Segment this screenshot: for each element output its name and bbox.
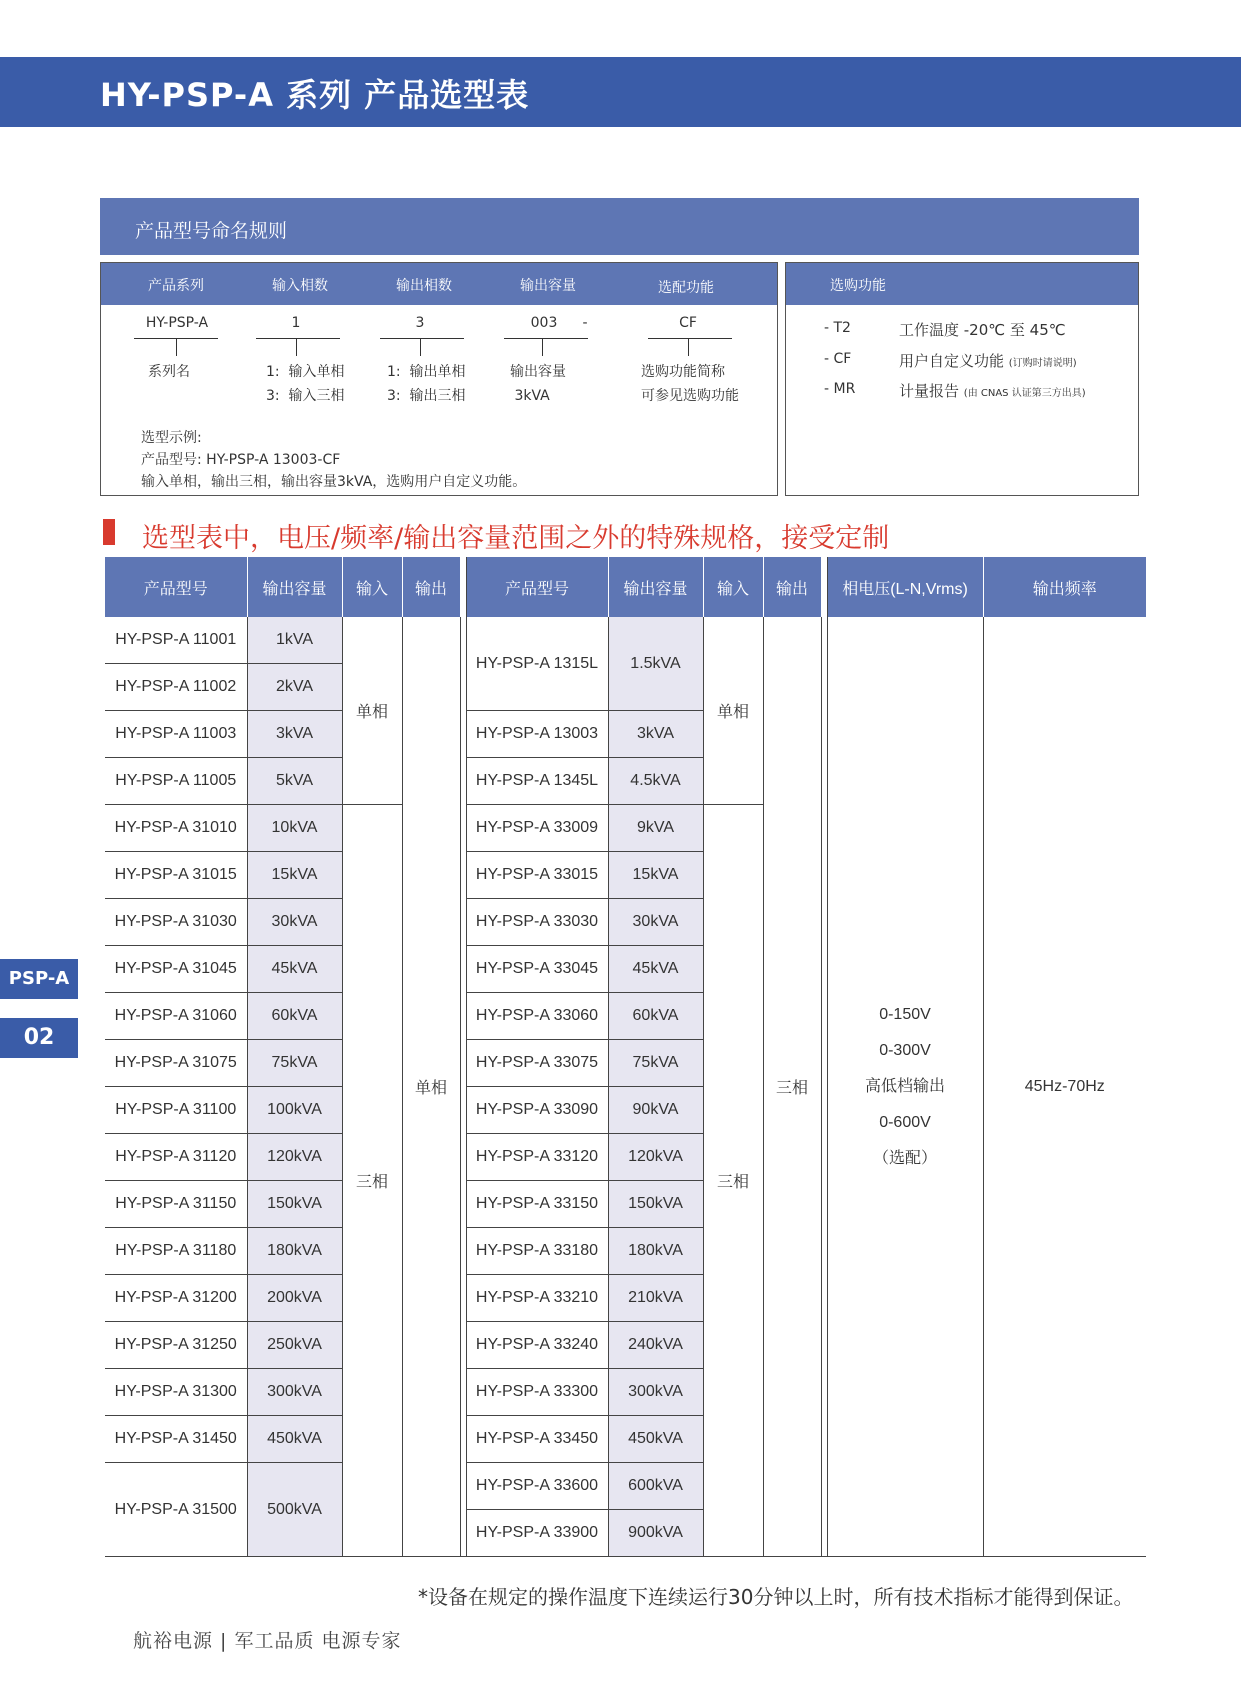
model-cell: HY-PSP-A 31120 xyxy=(105,1134,247,1181)
naming-desc-series: 系列名 xyxy=(148,364,190,380)
capacity-cell: 240kVA xyxy=(608,1322,703,1369)
model-cell: HY-PSP-A 31180 xyxy=(105,1228,247,1275)
capacity-cell: 300kVA xyxy=(608,1369,703,1416)
naming-desc-input: 1: 输入单相 3: 输入三相 xyxy=(266,364,345,404)
model-cell: HY-PSP-A 31150 xyxy=(105,1181,247,1228)
capacity-cell: 75kVA xyxy=(608,1040,703,1087)
option-code-mr: - MR xyxy=(824,381,856,397)
model-cell: HY-PSP-A 33600 xyxy=(466,1463,608,1510)
options-box xyxy=(785,262,1139,496)
naming-col-input-phase: 输入相数 xyxy=(272,278,328,294)
capacity-cell: 200kVA xyxy=(247,1275,342,1322)
model-cell: HY-PSP-A 31500 xyxy=(105,1463,247,1557)
capacity-cell: 5kVA xyxy=(247,758,342,805)
naming-col-options: 选配功能 xyxy=(658,280,714,296)
model-cell: HY-PSP-A 11005 xyxy=(105,758,247,805)
model-cell: HY-PSP-A 33900 xyxy=(466,1510,608,1557)
model-cell: HY-PSP-A 33120 xyxy=(466,1134,608,1181)
capacity-cell: 100kVA xyxy=(247,1087,342,1134)
model-cell: HY-PSP-A 31450 xyxy=(105,1416,247,1463)
capacity-cell: 180kVA xyxy=(608,1228,703,1275)
capacity-cell: 450kVA xyxy=(608,1416,703,1463)
model-cell: HY-PSP-A 33450 xyxy=(466,1416,608,1463)
th-output-right: 输出 xyxy=(763,557,821,617)
model-cell: HY-PSP-A 31300 xyxy=(105,1369,247,1416)
option-code-t2: - T2 xyxy=(824,320,851,336)
capacity-cell: 210kVA xyxy=(608,1275,703,1322)
model-cell: HY-PSP-A 31030 xyxy=(105,899,247,946)
model-cell: HY-PSP-A 13003 xyxy=(466,711,608,758)
naming-example-desc: 输入单相，输出三相，输出容量3kVA，选购用户自定义功能。 xyxy=(141,474,527,490)
model-cell: HY-PSP-A 31200 xyxy=(105,1275,247,1322)
capacity-cell: 600kVA xyxy=(608,1463,703,1510)
model-cell: HY-PSP-A 33060 xyxy=(466,993,608,1040)
capacity-cell: 3kVA xyxy=(247,711,342,758)
right-output: 三相 xyxy=(763,617,821,1557)
capacity-cell: 4.5kVA xyxy=(608,758,703,805)
capacity-cell: 1.5kVA xyxy=(608,617,703,711)
naming-tick xyxy=(688,339,689,356)
model-cell: HY-PSP-A 31045 xyxy=(105,946,247,993)
capacity-cell: 15kVA xyxy=(608,852,703,899)
model-cell: HY-PSP-A 31015 xyxy=(105,852,247,899)
model-cell: HY-PSP-A 11001 xyxy=(105,617,247,664)
capacity-cell: 75kVA xyxy=(247,1040,342,1087)
capacity-cell: 45kVA xyxy=(247,946,342,993)
voltage-cell: 0-150V 0-300V 高低档输出 0-600V （选配） xyxy=(827,617,983,1557)
th-capacity-right: 输出容量 xyxy=(608,557,703,617)
naming-underline xyxy=(504,338,588,339)
naming-section-title: 产品型号命名规则 xyxy=(135,220,288,242)
capacity-cell: 3kVA xyxy=(608,711,703,758)
capacity-cell: 120kVA xyxy=(247,1134,342,1181)
capacity-cell: 500kVA xyxy=(247,1463,342,1557)
capacity-cell: 250kVA xyxy=(247,1322,342,1369)
model-cell: HY-PSP-A 33210 xyxy=(466,1275,608,1322)
naming-code-output: 3 xyxy=(415,315,425,331)
left-output: 单相 xyxy=(402,617,460,1557)
model-cell: HY-PSP-A 33015 xyxy=(466,852,608,899)
capacity-cell: 30kVA xyxy=(608,899,703,946)
options-header xyxy=(786,263,1138,305)
naming-underline xyxy=(648,338,732,339)
capacity-cell: 2kVA xyxy=(247,664,342,711)
model-cell: HY-PSP-A 31100 xyxy=(105,1087,247,1134)
th-input-left: 输入 xyxy=(342,557,402,617)
naming-columns-header xyxy=(101,263,777,305)
option-desc-cf: 用户自定义功能 (订购时请说明) xyxy=(899,352,1077,370)
th-voltage: 相电压(L-N,Vrms) xyxy=(827,557,983,617)
right-input-single: 单相 xyxy=(703,617,763,805)
option-desc-mr: 计量报告 (由 CNAS 认证第三方出具) xyxy=(899,382,1086,400)
model-cell: HY-PSP-A 33240 xyxy=(466,1322,608,1369)
naming-code-capacity: 003 xyxy=(530,315,558,331)
th-input-right: 输入 xyxy=(703,557,763,617)
model-cell: HY-PSP-A 33009 xyxy=(466,805,608,852)
th-model-right: 产品型号 xyxy=(466,557,608,617)
capacity-cell: 180kVA xyxy=(247,1228,342,1275)
table-header-row xyxy=(105,557,1146,617)
naming-tick xyxy=(420,339,421,356)
table-row xyxy=(105,617,1146,664)
model-cell: HY-PSP-A 33150 xyxy=(466,1181,608,1228)
capacity-cell: 60kVA xyxy=(247,993,342,1040)
model-cell: HY-PSP-A 11002 xyxy=(105,664,247,711)
naming-code-dash: - xyxy=(582,315,588,331)
option-desc-t2: 工作温度 -20℃ 至 45℃ xyxy=(899,321,1066,339)
left-input-single: 单相 xyxy=(342,617,402,805)
capacity-cell: 150kVA xyxy=(608,1181,703,1228)
naming-example-model: 产品型号: HY-PSP-A 13003-CF xyxy=(141,452,341,468)
side-tab-page-number: 02 xyxy=(0,1018,78,1058)
capacity-cell: 450kVA xyxy=(247,1416,342,1463)
model-cell: HY-PSP-A 31250 xyxy=(105,1322,247,1369)
model-cell: HY-PSP-A 31060 xyxy=(105,993,247,1040)
capacity-cell: 150kVA xyxy=(247,1181,342,1228)
naming-desc-capacity: 输出容量 3kVA xyxy=(510,364,566,404)
capacity-cell: 300kVA xyxy=(247,1369,342,1416)
model-cell: HY-PSP-A 1345L xyxy=(466,758,608,805)
capacity-cell: 30kVA xyxy=(247,899,342,946)
spec-table xyxy=(105,557,1146,1557)
model-cell: HY-PSP-A 11003 xyxy=(105,711,247,758)
naming-col-series: 产品系列 xyxy=(148,278,204,294)
capacity-cell: 10kVA xyxy=(247,805,342,852)
naming-example-label: 选型示例: xyxy=(141,430,202,446)
option-code-cf: - CF xyxy=(824,351,852,367)
frequency-cell: 45Hz-70Hz xyxy=(983,617,1146,1557)
capacity-cell: 15kVA xyxy=(247,852,342,899)
naming-tick xyxy=(296,339,297,356)
model-cell: HY-PSP-A 1315L xyxy=(466,617,608,711)
footnote: *设备在规定的操作温度下连续运行30分钟以上时，所有技术指标才能得到保证。 xyxy=(418,1585,1134,1609)
th-model-left: 产品型号 xyxy=(105,557,247,617)
th-capacity-left: 输出容量 xyxy=(247,557,342,617)
capacity-cell: 60kVA xyxy=(608,993,703,1040)
model-cell: HY-PSP-A 31010 xyxy=(105,805,247,852)
capacity-cell: 90kVA xyxy=(608,1087,703,1134)
naming-desc-option: 选购功能简称 可参见选购功能 xyxy=(641,364,739,404)
model-cell: HY-PSP-A 33300 xyxy=(466,1369,608,1416)
naming-col-capacity: 输出容量 xyxy=(520,278,576,294)
footer-slogan: 航裕电源 | 军工品质 电源专家 xyxy=(133,1630,402,1652)
model-cell: HY-PSP-A 33030 xyxy=(466,899,608,946)
page-title: HY-PSP-A 系列 产品选型表 xyxy=(100,76,530,114)
model-cell: HY-PSP-A 33180 xyxy=(466,1228,608,1275)
th-output-left: 输出 xyxy=(402,557,460,617)
capacity-cell: 900kVA xyxy=(608,1510,703,1557)
naming-col-output-phase: 输出相数 xyxy=(396,278,452,294)
custom-notice: 选型表中，电压/频率/输出容量范围之外的特殊规格，接受定制 xyxy=(142,523,890,554)
notice-marker xyxy=(103,519,115,545)
model-cell: HY-PSP-A 33045 xyxy=(466,946,608,993)
option-note-mr: (由 CNAS 认证第三方出具) xyxy=(963,388,1086,399)
naming-desc-output: 1: 输出单相 3: 输出三相 xyxy=(387,364,466,404)
model-cell: HY-PSP-A 31075 xyxy=(105,1040,247,1087)
options-title: 选购功能 xyxy=(830,278,886,294)
naming-underline xyxy=(256,338,340,339)
th-frequency: 输出频率 xyxy=(983,557,1146,617)
capacity-cell: 1kVA xyxy=(247,617,342,664)
capacity-cell: 45kVA xyxy=(608,946,703,993)
naming-rule-box xyxy=(100,262,778,496)
side-tab-series: PSP-A xyxy=(0,959,78,999)
naming-code-option: CF xyxy=(679,315,697,331)
naming-tick xyxy=(176,339,177,356)
option-note-cf: (订购时请说明) xyxy=(1008,358,1077,369)
left-input-three: 三相 xyxy=(342,805,402,1557)
naming-tick xyxy=(542,339,543,356)
naming-underline xyxy=(380,338,464,339)
capacity-cell: 120kVA xyxy=(608,1134,703,1181)
naming-code-series: HY-PSP-A xyxy=(145,315,209,331)
right-input-three: 三相 xyxy=(703,805,763,1557)
model-cell: HY-PSP-A 33075 xyxy=(466,1040,608,1087)
model-cell: HY-PSP-A 33090 xyxy=(466,1087,608,1134)
capacity-cell: 9kVA xyxy=(608,805,703,852)
naming-code-input: 1 xyxy=(291,315,301,331)
